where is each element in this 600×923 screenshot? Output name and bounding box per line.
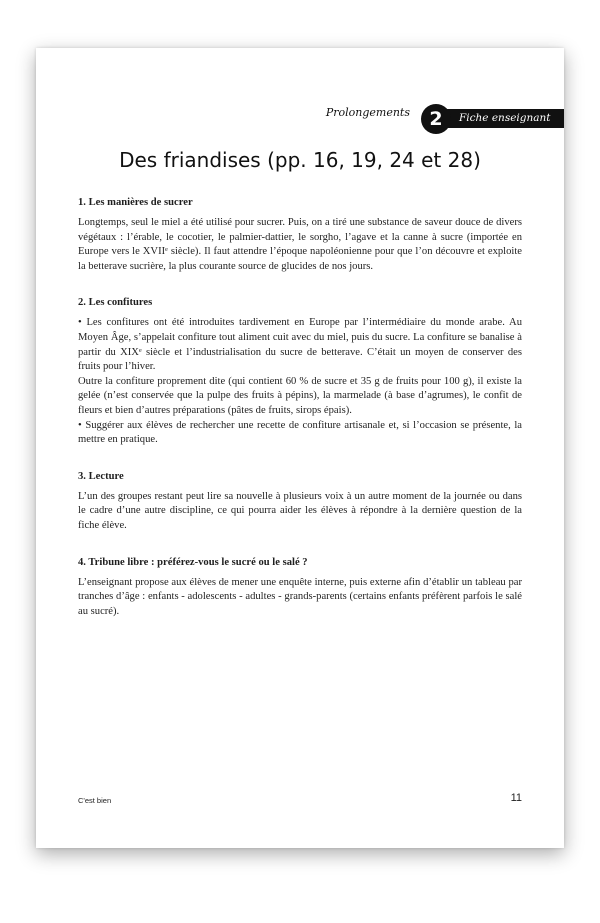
- content-body: [78, 196, 522, 641]
- section-jams: [78, 296, 522, 447]
- paragraph: L’un des groupes restant peut lire sa nouvelle à plusieurs voix à un autre moment de la journée ou dans le cadre d’une autre discipline, ce qui pourra aider les élèves à répondre à la dernière question de la fiche élève.: [78, 490, 522, 531]
- footer-book-title: C'est bien: [78, 796, 112, 805]
- paragraph: • Les confitures ont été introduites tardivement en Europe par l’intermédiaire du monde arabe. Au Moyen Âge, s’appelait confiture tout aliment cuit avec du miel, puis du sucre. La confiture se banalise à partir du XIXᵉ siècle et l’industrialisation du sucre de betterave. C’était un moyen de conserver des fruits pour l’hiver.: [78, 317, 522, 373]
- document-page: [36, 48, 564, 848]
- section-heading: 1. Les manières de sucrer: [78, 197, 193, 208]
- paragraph: Longtemps, seul le miel a été utilisé pour sucrer. Puis, on a tiré une substance de saveur douce de divers végétaux : l’érable, le cocotier, le palmier-dattier, le sorgho, l’agave et la canne à sucre (importée en Europe vers le XVIIᵉ siècle). Il faut attendre l’époque napoléonienne pour que l’on découvre et exploite la betterave sucrière, la plus courante source de glucides de nos jours.: [78, 217, 522, 272]
- section-reading: [78, 470, 522, 534]
- header-tag: Fiche enseignant: [459, 112, 551, 124]
- paragraph: Outre la confiture proprement dite (qui contient 60 % de sucre et 35 g de fruits pour 100 g), il existe la gelée (n’est conservée que la pulpe des fruits à pépins), la marmelade (à base d’agrumes), le confit de fleurs et bien d’autres préparations (pâtes de fruits, sirops épais).: [78, 375, 522, 416]
- section-heading: 3. Lecture: [78, 470, 124, 482]
- section-open-forum: [78, 556, 522, 620]
- page-number: 11: [510, 792, 522, 804]
- page-title: Des friandises (pp. 16, 19, 24 et 28): [119, 148, 481, 172]
- chapter-number-badge: 2: [421, 104, 451, 134]
- section-sweetening: [78, 196, 522, 274]
- section-heading: 4. Tribune libre : préférez-vous le sucré ou le salé ?: [78, 556, 308, 568]
- paragraph: • Suggérer aux élèves de rechercher une recette de confiture artisanale et, si l’occasion se présente, la mettre en pratique.: [78, 419, 522, 446]
- section-heading: 2. Les confitures: [78, 297, 153, 309]
- header-section-label: Prolongements: [325, 106, 410, 119]
- paragraph: L’enseignant propose aux élèves de mener une enquête interne, puis externe afin d’établir un tableau par tranches d’âge : enfants - adolescents - adultes - grands-parents (certains enfants préfèrent parfois le salé au sucré).: [78, 576, 522, 617]
